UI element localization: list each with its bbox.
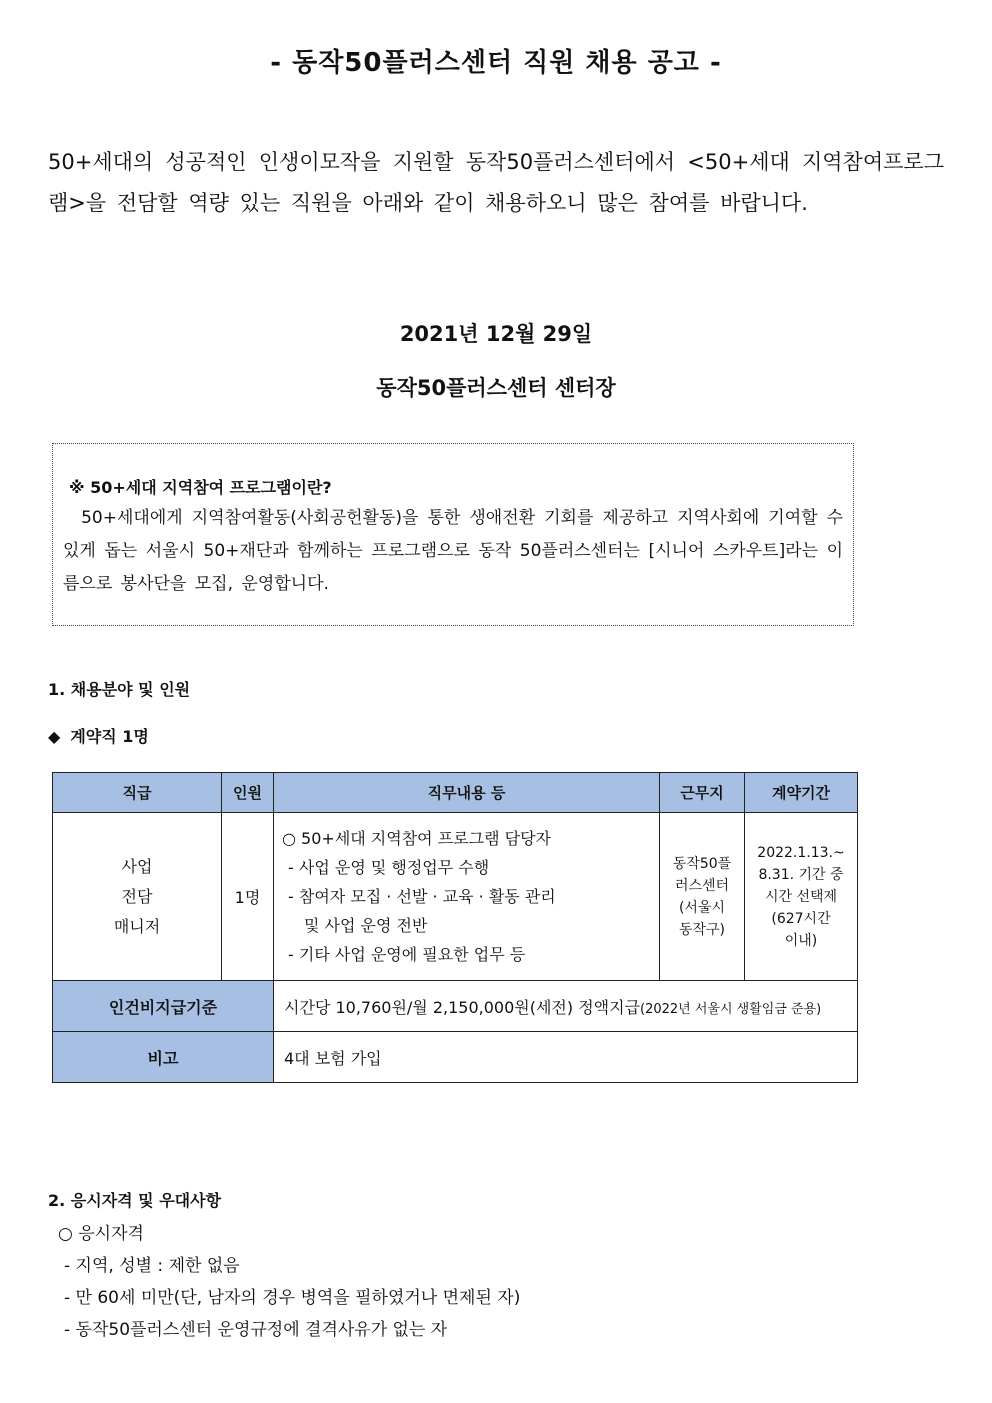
table-row [53, 1032, 858, 1083]
note-value: 4대 보험 가입 [274, 1032, 858, 1083]
pay-value: 시간당 10,760원/월 2,150,000원(세전) 정액지급(2022년 서울시 생활임금 준용) [274, 981, 858, 1032]
note-label: 비고 [53, 1032, 274, 1083]
list-item: - 만 60세 미만(단, 남자의 경우 병역을 필하였거나 면제된 자) [64, 1288, 521, 1308]
table-row [53, 981, 858, 1032]
recruitment-table [52, 772, 858, 1083]
duties-cell: ○ 50+세대 지역참여 프로그램 담당자 - 사업 운영 및 행정업무 수행 - 참여자 모집 · 선발 · 교육 · 활동 관리 및 사업 운영 전반 - 기타 사업 운영에 필요한 업무 등 [274, 813, 660, 981]
section1-heading: 1. 채용분야 및 인원 [48, 680, 191, 699]
info-box-body: 50+세대에게 지역참여활동(사회공헌활동)을 통한 생애전환 기회를 제공하고 지역사회에 기여할 수 있게 돕는 서울시 50+재단과 함께하는 프로그램으로 동작 50플러스센터는 [시니어 스카우트]라는 이름으로 봉사단을 모집, 운영합니다. [63, 508, 844, 594]
workplace-cell: 동작50플 러스센터 (서울시 동작구) [660, 813, 745, 981]
list-item: - 지역, 성별 : 제한 없음 [64, 1256, 240, 1276]
table-header-row [53, 773, 858, 813]
table-row [53, 813, 858, 981]
period-cell: 2022.1.13.~ 8.31. 기간 중 시간 선택제 (627시간 이내) [745, 813, 858, 981]
table-header: 직급 [53, 773, 222, 813]
info-box [52, 443, 854, 626]
diamond-bullet-icon: ◆ [48, 727, 61, 746]
table-header: 인원 [222, 773, 274, 813]
table-header: 근무지 [660, 773, 745, 813]
count-cell: 1명 [222, 813, 274, 981]
info-box-title: ※ 50+세대 지역참여 프로그램이란? [69, 478, 332, 497]
section1-subheading: ◆ 계약직 1명 [48, 727, 149, 746]
list-item: ○ 응시자격 [58, 1224, 144, 1244]
list-item: - 동작50플러스센터 운영규정에 결격사유가 없는 자 [64, 1320, 448, 1340]
intro-paragraph: 50+세대의 성공적인 인생이모작을 지원할 동작50플러스센터에서 <50+세대 지역참여프로그램>을 전담할 역량 있는 직원을 아래와 같이 채용하오니 많은 참여를 바랍니다. [48, 150, 944, 215]
issuer: 동작50플러스센터 센터장 [376, 376, 616, 400]
pay-label: 인건비지급기준 [53, 981, 274, 1032]
announcement-date: 2021년 12월 29일 [399, 322, 593, 346]
rank-cell: 사업 전담 매니저 [53, 813, 222, 981]
table-header: 계약기간 [745, 773, 858, 813]
table-header: 직무내용 등 [274, 773, 660, 813]
section2-heading: 2. 응시자격 및 우대사항 [48, 1191, 222, 1210]
page-title: - 동작50플러스센터 직원 채용 공고 - [270, 48, 722, 78]
qualification-list [58, 1218, 520, 1346]
